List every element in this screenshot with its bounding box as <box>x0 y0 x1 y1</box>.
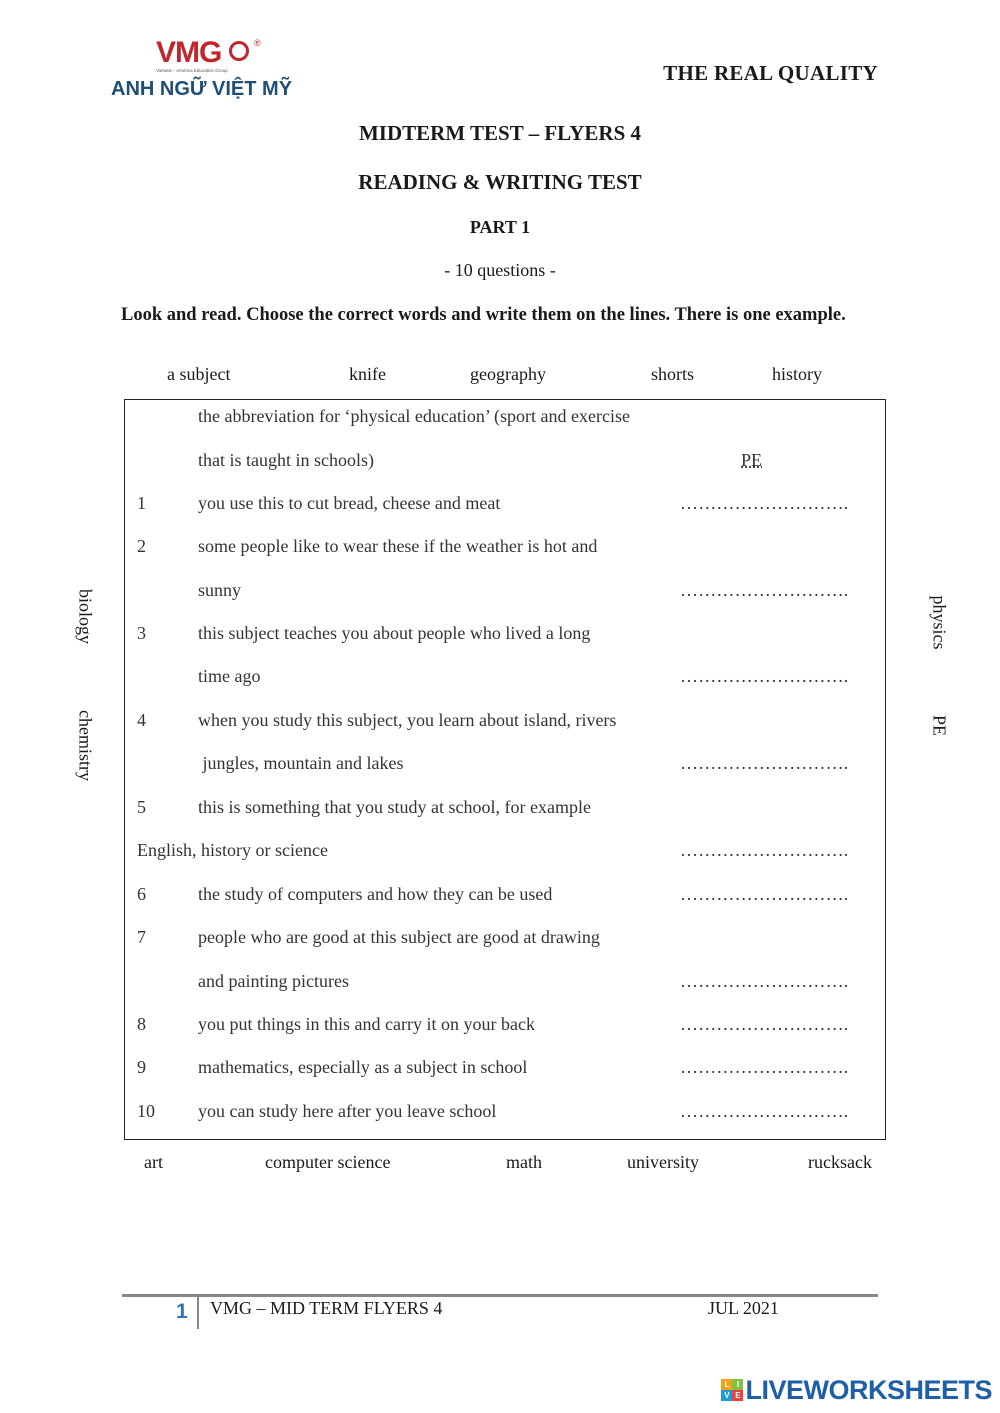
question-number: 2 <box>137 536 146 556</box>
answer-blank[interactable]: ………………………. <box>680 666 849 686</box>
registered-mark-icon: ® <box>254 38 261 48</box>
part-heading: PART 1 <box>469 217 531 237</box>
question-text: you put things in this and carry it on your back <box>198 1014 535 1034</box>
footer-title: VMG – MID TERM FLYERS 4 <box>210 1298 443 1318</box>
example-text: the abbreviation for ‘physical education’ (sport and exercise <box>198 406 630 426</box>
test-subtitle: READING & WRITING TEST <box>358 170 642 194</box>
word-bank-item: a subject <box>167 364 231 384</box>
logo-brand: VMG <box>156 36 222 69</box>
answer-blank[interactable]: ………………………. <box>680 753 849 773</box>
word-bank-item: knife <box>349 364 386 384</box>
word-bank-item: geography <box>470 364 546 384</box>
question-text: this is something that you study at school, for example <box>198 797 591 817</box>
word-bank-item: rucksack <box>808 1152 872 1172</box>
footer-date: JUL 2021 <box>708 1298 779 1318</box>
answer-blank[interactable]: ………………………. <box>680 493 849 513</box>
question-number: 8 <box>137 1014 146 1034</box>
question-text: the study of computers and how they can be used <box>198 884 553 904</box>
question-number: 4 <box>137 710 146 730</box>
question-number: 3 <box>137 623 146 643</box>
test-title: MIDTERM TEST – FLYERS 4 <box>358 121 642 145</box>
icon-tile: L <box>721 1379 732 1390</box>
footer-divider <box>122 1294 878 1297</box>
word-bank-item: shorts <box>651 364 695 384</box>
question-text: people who are good at this subject are good at drawing <box>198 927 600 947</box>
question-text: this subject teaches you about people who lived a long <box>198 623 591 643</box>
word-bank-item: art <box>144 1152 163 1172</box>
example-text: that is taught in schools) <box>198 450 374 470</box>
icon-tile: E <box>732 1390 743 1401</box>
question-count: - 10 questions - <box>444 260 556 280</box>
word-bank-item: physics <box>929 595 950 650</box>
example-answer: PE <box>741 450 763 470</box>
icon-tile: V <box>721 1390 732 1401</box>
answer-blank[interactable]: ………………………. <box>680 1057 849 1077</box>
page-number: 1 <box>176 1300 188 1323</box>
answer-blank[interactable]: ………………………. <box>680 580 849 600</box>
answer-blank[interactable]: ………………………. <box>680 884 849 904</box>
icon-tile: I <box>732 1379 743 1390</box>
question-text: sunny <box>198 580 242 600</box>
liveworksheets-text: LIVEWORKSHEETS <box>745 1374 992 1405</box>
word-bank-item: math <box>506 1152 542 1172</box>
answer-blank[interactable]: ………………………. <box>680 1014 849 1034</box>
question-number: 5 <box>137 797 146 817</box>
question-text: you use this to cut bread, cheese and meat <box>198 493 501 513</box>
liveworksheets-watermark[interactable] <box>721 1375 992 1405</box>
word-bank-item: chemistry <box>75 710 96 781</box>
question-text: and painting pictures <box>198 971 349 991</box>
answer-blank[interactable]: ………………………. <box>680 840 849 860</box>
slogan: THE REAL QUALITY <box>663 61 878 85</box>
question-text: jungles, mountain and lakes <box>198 753 404 773</box>
question-number: 10 <box>137 1101 155 1121</box>
question-text: mathematics, especially as a subject in school <box>198 1057 528 1077</box>
logo-name: ANH NGỮ VIỆT MỸ <box>111 78 293 100</box>
question-number: 6 <box>137 884 146 904</box>
answer-blank[interactable]: ………………………. <box>680 1101 849 1121</box>
answer-blank[interactable]: ………………………. <box>680 971 849 991</box>
question-text: when you study this subject, you learn about island, rivers <box>198 710 617 730</box>
logo-ring-icon <box>229 41 249 61</box>
question-number: 9 <box>137 1057 146 1077</box>
word-bank-item: computer science <box>265 1152 391 1172</box>
footer-separator <box>197 1297 199 1329</box>
liveworksheets-icon <box>721 1379 743 1401</box>
word-bank-item: history <box>772 364 823 384</box>
question-text: time ago <box>198 666 261 686</box>
instruction: Look and read. Choose the correct words and write them on the lines. There is one example. <box>121 305 846 325</box>
word-bank-item: PE <box>929 714 950 736</box>
word-bank-item: biology <box>75 588 96 644</box>
question-number: 1 <box>137 493 146 513</box>
question-number: 7 <box>137 927 146 947</box>
question-text: some people like to wear these if the weather is hot and <box>198 536 598 556</box>
question-text: you can study here after you leave school <box>198 1101 497 1121</box>
question-text: English, history or science <box>137 840 328 860</box>
logo-subtitle: Vietnam - America Education Group <box>156 68 228 73</box>
word-bank-item: university <box>627 1152 699 1172</box>
vmg-logo <box>108 38 303 102</box>
